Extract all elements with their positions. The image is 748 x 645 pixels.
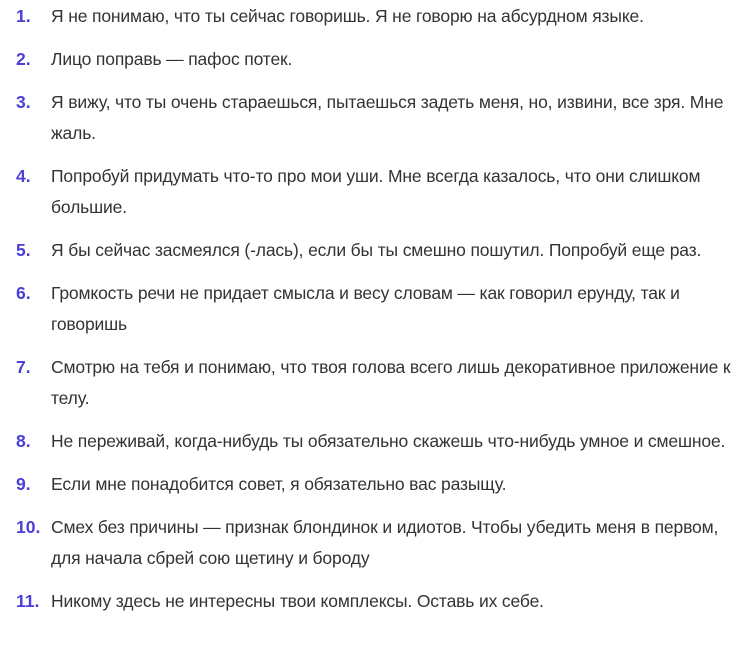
list-item-text: Громкость речи не придает смысла и весу словам — как говорил ерунду, так и говоришь (51, 283, 680, 334)
list-item-number: 3. (16, 92, 31, 112)
list-item-text: Я бы сейчас засмеялся (-лась), если бы ты смешно пошутил. Попробуй еще раз. (51, 240, 702, 260)
list-item-text: Смех без причины — признак блондинок и идиотов. Чтобы убедить меня в первом, для начала сбрей сою щетину и бороду (51, 517, 719, 568)
list-item-number: 8. (16, 431, 31, 451)
list-item-number: 5. (16, 240, 31, 260)
list-item-number: 10. (16, 517, 41, 537)
list-item-text: Я вижу, что ты очень стараешься, пытаешься задеть меня, но, извини, все зря. Мне жаль. (51, 92, 724, 143)
list-item-text: Лицо поправь — пафос потек. (51, 49, 293, 69)
list-item-text: Попробуй придумать что-то про мои уши. Мне всегда казалось, что они слишком большие. (51, 166, 701, 217)
numbered-list (0, 1, 748, 629)
list-item (0, 87, 748, 149)
list-item (0, 512, 748, 574)
list-item-text: Если мне понадобится совет, я обязательно вас разыщу. (51, 474, 507, 494)
list-item (0, 1, 748, 32)
list-item (0, 469, 748, 500)
list-item-text: Смотрю на тебя и понимаю, что твоя голова всего лишь декоративное приложение к телу. (51, 357, 731, 408)
list-item (0, 278, 748, 340)
list-item (0, 352, 748, 414)
list-item (0, 235, 748, 266)
list-item (0, 586, 748, 617)
list-item-number: 6. (16, 283, 31, 303)
list-item-text: Никому здесь не интересны твои комплексы. Оставь их себе. (51, 591, 544, 611)
list-item (0, 426, 748, 457)
list-item-number: 1. (16, 6, 31, 26)
list-item (0, 161, 748, 223)
list-item (0, 44, 748, 75)
list-item-text: Я не понимаю, что ты сейчас говоришь. Я не говорю на абсурдном языке. (51, 6, 644, 26)
list-item-number: 2. (16, 49, 31, 69)
list-item-text: Не переживай, когда-нибудь ты обязательно скажешь что-нибудь умное и смешное. (51, 431, 726, 451)
list-item-number: 7. (16, 357, 31, 377)
list-item-number: 4. (16, 166, 31, 186)
list-item-number: 9. (16, 474, 31, 494)
list-item-number: 11. (16, 591, 40, 611)
